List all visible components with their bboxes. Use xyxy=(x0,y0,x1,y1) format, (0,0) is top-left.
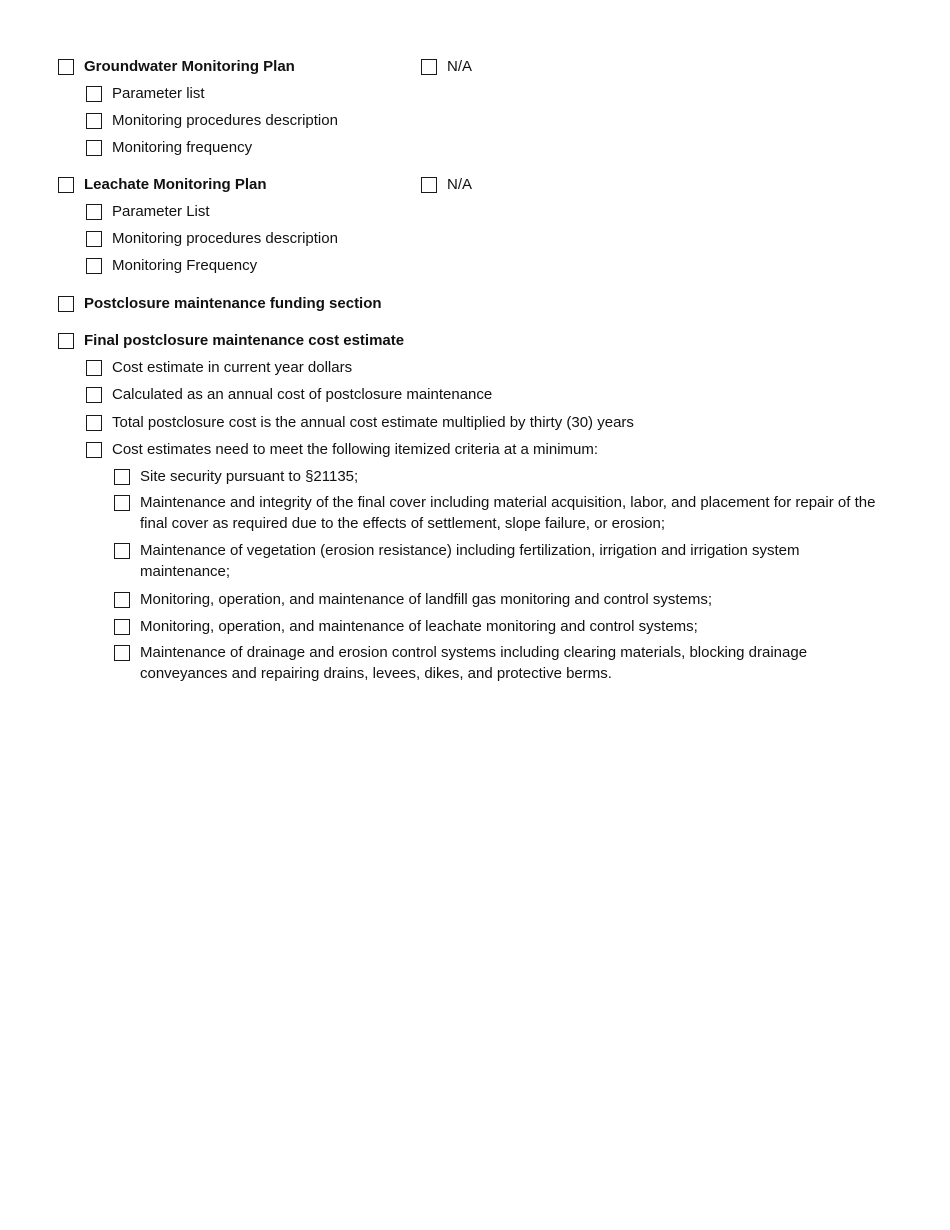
groundwater-item-checkbox[interactable] xyxy=(86,140,102,156)
funding-section-checkbox[interactable] xyxy=(58,296,74,312)
leachate-item-label: Monitoring procedures description xyxy=(112,230,338,247)
leachate-plan-row xyxy=(58,176,267,195)
leachate-item-checkbox[interactable] xyxy=(86,204,102,220)
leachate-item-checkbox[interactable] xyxy=(86,231,102,247)
criteria-item-checkbox[interactable] xyxy=(114,495,130,511)
groundwater-item-checkbox[interactable] xyxy=(86,86,102,102)
leachate-item-checkbox[interactable] xyxy=(86,258,102,274)
criteria-item-row xyxy=(114,542,880,582)
criteria-item-row xyxy=(114,644,880,684)
cost-item-label: Calculated as an annual cost of postclosure maintenance xyxy=(112,386,493,403)
criteria-item-label: Maintenance of vegetation (erosion resistance) including fertilization, irrigation and irrigation system maintenance; xyxy=(140,542,800,580)
leachate-item-row xyxy=(86,257,257,276)
criteria-item-checkbox[interactable] xyxy=(114,543,130,559)
cost-item-checkbox[interactable] xyxy=(86,442,102,458)
leachate-na-row xyxy=(421,176,472,195)
leachate-item-label: Parameter List xyxy=(112,203,210,220)
cost-item-row xyxy=(86,359,352,378)
criteria-item-row xyxy=(114,468,880,487)
groundwater-na-label: N/A xyxy=(447,58,473,75)
leachate-plan-checkbox[interactable] xyxy=(58,177,74,193)
groundwater-item-label: Parameter list xyxy=(112,85,205,102)
cost-item-label: Cost estimates need to meet the following itemized criteria at a minimum: xyxy=(112,441,599,458)
groundwater-item-row xyxy=(86,85,205,104)
criteria-item-label: Maintenance of drainage and erosion control systems including clearing materials, blocking drainage conveyances and repairing drains, levees, dikes, and protective berms. xyxy=(140,644,808,682)
cost-item-checkbox[interactable] xyxy=(86,415,102,431)
groundwater-plan-checkbox[interactable] xyxy=(58,59,74,75)
criteria-item-row xyxy=(114,591,880,610)
leachate-item-label: Monitoring Frequency xyxy=(112,257,258,274)
cost-item-row xyxy=(86,386,492,405)
groundwater-item-row xyxy=(86,112,338,131)
criteria-item-row xyxy=(114,494,880,534)
groundwater-item-label: Monitoring procedures description xyxy=(112,112,338,129)
groundwater-item-checkbox[interactable] xyxy=(86,113,102,129)
groundwater-na-row xyxy=(421,58,472,77)
criteria-item-row xyxy=(114,618,880,637)
criteria-item-checkbox[interactable] xyxy=(114,469,130,485)
cost-estimate-title: Final postclosure maintenance cost estimate xyxy=(84,332,405,349)
cost-item-label: Total postclosure cost is the annual cost estimate multiplied by thirty (30) years xyxy=(112,414,634,431)
groundwater-na-checkbox[interactable] xyxy=(421,59,437,75)
criteria-item-label: Site security pursuant to §21135; xyxy=(140,468,359,485)
cost-item-row xyxy=(86,414,634,433)
leachate-na-label: N/A xyxy=(447,176,473,193)
criteria-item-label: Monitoring, operation, and maintenance of leachate monitoring and control systems; xyxy=(140,618,698,635)
criteria-item-checkbox[interactable] xyxy=(114,619,130,635)
criteria-item-checkbox[interactable] xyxy=(114,645,130,661)
cost-item-checkbox[interactable] xyxy=(86,387,102,403)
groundwater-item-row xyxy=(86,139,252,158)
criteria-item-label: Maintenance and integrity of the final cover including material acquisition, labor, and placement for repair of the final cover as required due to the effects of settlement, slope failure, or erosion; xyxy=(140,494,876,532)
funding-section-title: Postclosure maintenance funding section xyxy=(84,295,382,312)
funding-section-row xyxy=(58,295,382,314)
groundwater-item-label: Monitoring frequency xyxy=(112,139,253,156)
leachate-item-row xyxy=(86,230,338,249)
groundwater-plan-title: Groundwater Monitoring Plan xyxy=(84,58,295,75)
leachate-item-row xyxy=(86,203,210,222)
cost-estimate-row xyxy=(58,332,404,351)
cost-item-label: Cost estimate in current year dollars xyxy=(112,359,353,376)
leachate-na-checkbox[interactable] xyxy=(421,177,437,193)
leachate-plan-title: Leachate Monitoring Plan xyxy=(84,176,267,193)
cost-estimate-checkbox[interactable] xyxy=(58,333,74,349)
criteria-item-checkbox[interactable] xyxy=(114,592,130,608)
cost-item-checkbox[interactable] xyxy=(86,360,102,376)
criteria-item-label: Monitoring, operation, and maintenance of landfill gas monitoring and control systems; xyxy=(140,591,712,608)
groundwater-plan-row xyxy=(58,58,295,77)
cost-item-row xyxy=(86,441,598,460)
